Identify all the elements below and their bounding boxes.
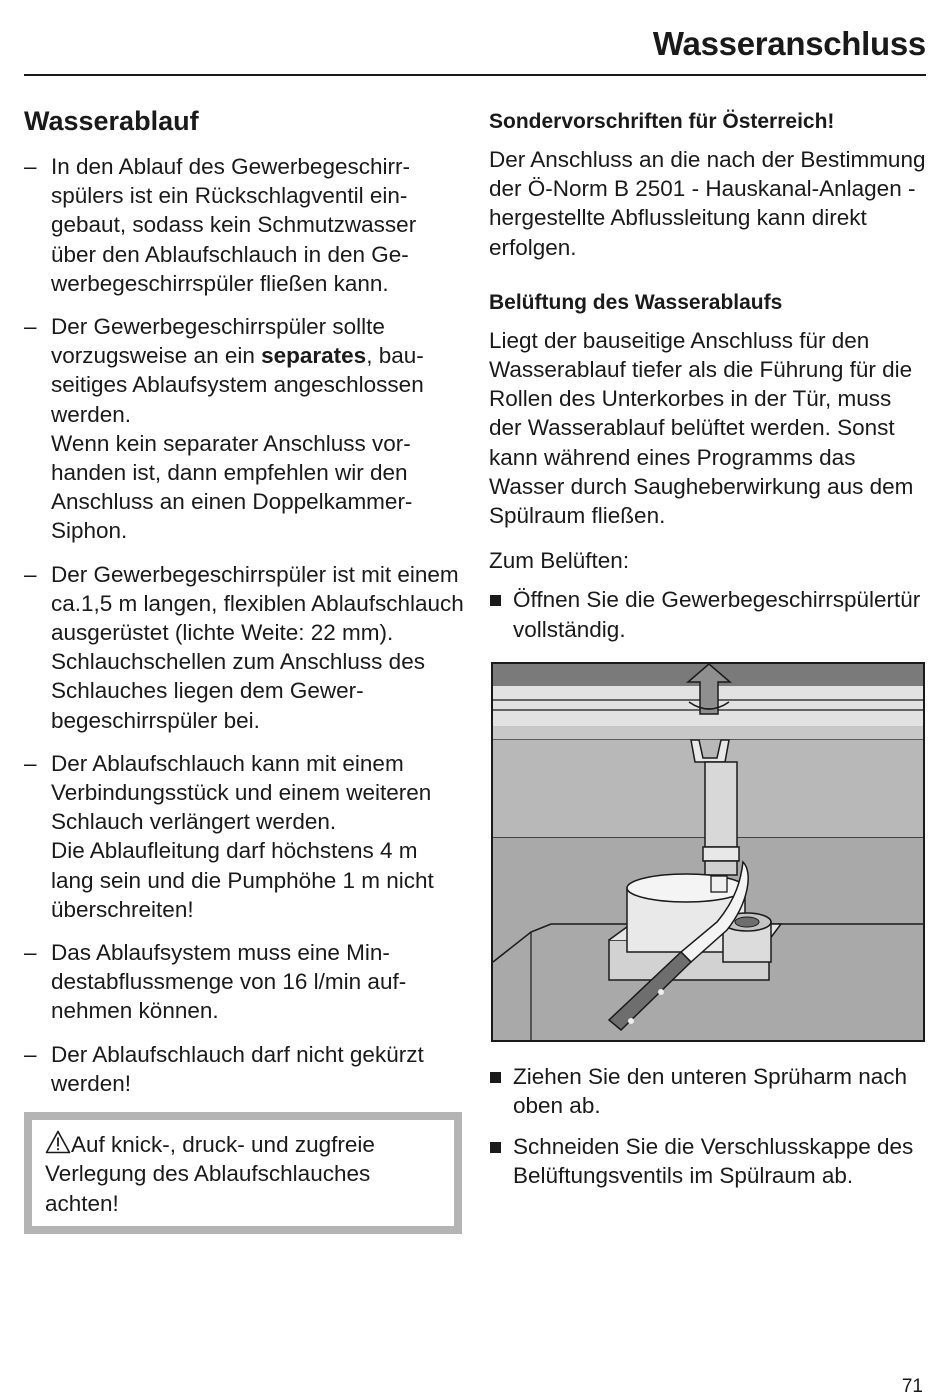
dash-marker: –: [24, 314, 37, 340]
warning-text: Auf knick-, druck- und zugfreie Verlegung des Ablaufschlauches achten!: [45, 1132, 375, 1216]
page-title: Wasseranschluss: [652, 25, 926, 62]
list-item: [489, 1132, 929, 1190]
ventilation-steps-2: [489, 1062, 929, 1191]
right-column: [489, 104, 929, 1203]
list-item: [24, 312, 464, 546]
section-heading-wasserablauf: Wasserablauf: [24, 106, 199, 136]
list-item-text: Das Ablaufsystem muss eine Mindestabflussmenge von 16 l/min aufnehmen können.: [51, 940, 407, 1024]
vent-valve-drawing: [491, 662, 925, 1042]
list-item: [489, 585, 929, 643]
list-item: [24, 938, 464, 1026]
dash-marker: –: [24, 154, 37, 179]
step-text: Ziehen Sie den unteren Sprüharm nach oben ab.: [513, 1063, 908, 1119]
left-column: [24, 104, 464, 1234]
list-item-text: Der Ablaufschlauch darf nicht gekürzt werden!: [51, 1041, 424, 1096]
dash-marker: –: [24, 940, 37, 966]
dash-marker: –: [24, 750, 37, 776]
austria-text: Der Anschluss an die nach der Bestimmung der Ö-Norm B 2501 - Hauskanal-Anlagen - hergestellte Abflussleitung kann direkt erfolgen.: [489, 147, 926, 260]
subheading-ventilation: Belüftung des Wasserablaufs: [489, 290, 783, 314]
step-text: Schneiden Sie die Verschlusskappe des Belüftungsventils im Spülraum ab.: [513, 1134, 914, 1189]
ventilation-steps-1: [489, 585, 929, 643]
square-bullet: [490, 595, 501, 606]
warning-triangle-icon: [45, 1130, 71, 1154]
ventilation-intro: Zum Belüften:: [489, 548, 630, 574]
list-item: [24, 1040, 464, 1098]
list-item: [24, 749, 464, 924]
step-text: Öffnen Sie die Gewerbegeschirrspülertür vollständig.: [513, 587, 921, 642]
drain-requirements-list: [24, 152, 464, 1098]
list-item-text: , bauseitiges Ablaufsystem angeschlossen werden.: [51, 343, 424, 427]
list-item-text: Der Gewerbegeschirrspüler sollte vorzugsweise an ein: [51, 314, 385, 369]
illustration-vent-valve: [491, 662, 925, 1042]
warning-box: [24, 1112, 462, 1234]
dash-marker: –: [24, 561, 37, 587]
list-item-text: Wenn kein separater Anschluss vorhanden ist, dann empfehlen wir den Anschluss an einen Doppelkammer-Siphon.: [51, 430, 413, 544]
list-item: [489, 1062, 929, 1120]
list-item-text: Die Ablaufleitung darf höchstens 4 m lang sein und die Pumphöhe 1 m nicht überschreiten!: [51, 838, 434, 922]
list-item-text: In den Ablauf des Gewerbegeschirrspülers ist ein Rückschlagventil eingebaut, sodass kein Schmutzwasser über den Ablaufschlauch in den Gewerbegeschirrspüler fließen kann.: [51, 154, 417, 296]
list-item: [24, 560, 464, 735]
page-header: [24, 22, 926, 76]
list-item: [24, 152, 464, 298]
page-number: 71: [901, 1376, 923, 1397]
square-bullet: [490, 1072, 501, 1083]
emphasis-separates: separates: [261, 343, 367, 369]
dash-marker: –: [24, 1041, 37, 1067]
ventilation-text: Liegt der bauseitige Anschluss für den Wasserablauf tiefer als die Führung für die Rollen des Unterkorbes in der Tür, muss der Wasserablauf belüftet werden. Sonst kann während eines Programms das Wasser durch Saugheberwirkung aus dem Spülraum fließen.: [489, 327, 914, 529]
list-item-text: Der Gewerbegeschirrspüler ist mit einem ca.1,5 m langen, flexiblen Ablaufschlauch ausgerüstet (lichte Weite: 22 mm).: [51, 561, 464, 646]
list-item-text: Schlauchschellen zum Anschluss des Schlauches liegen dem Gewerbegeschirrspüler bei.: [51, 649, 425, 733]
subheading-austria: Sondervorschriften für Österreich!: [489, 110, 835, 133]
square-bullet: [490, 1142, 501, 1153]
list-item-text: Der Ablaufschlauch kann mit einem Verbindungsstück und einem weiteren Schlauch verlängert werden.: [51, 750, 432, 835]
